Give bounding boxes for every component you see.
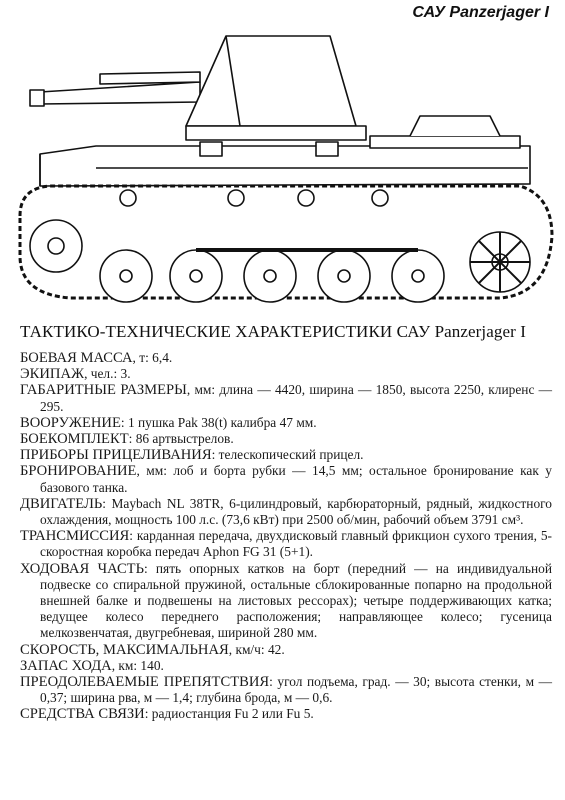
spec-value: : радиостанция Fu 2 или Fu 5.	[144, 706, 314, 722]
spec-label: СКОРОСТЬ, МАКСИМАЛЬНАЯ	[20, 641, 229, 658]
spec-value: , т: 6,4.	[132, 350, 173, 365]
spec-label: БОЕВАЯ МАССА	[20, 350, 133, 366]
spec-item-crew	[20, 366, 552, 382]
spec-value: : телескопический прицел.	[211, 447, 364, 463]
spec-label: ТРАНСМИССИЯ	[20, 528, 130, 545]
spec-item-obstacles	[20, 674, 552, 706]
spec-value: : карданная передача, двухдисковый главный фрикцион сухого трения, 5-скоростная коробка передач Aphon FG 31 (5+1).	[40, 528, 552, 560]
spec-value: : Maybach NL 38TR, 6-цилиндровый, карбюраторный, рядный, жидкостного охлаждения, мощность 100 л.с. (73,6 кВт) при 2500 об/мин, рабочий объем 3791 см³.	[40, 495, 552, 528]
spec-value: , чел.: 3.	[84, 366, 131, 382]
spec-section-title: ТАКТИКО-ТЕХНИЧЕСКИЕ ХАРАКТЕРИСТИКИ САУ Panzerjager I	[20, 322, 527, 341]
spec-item-armor	[20, 463, 552, 495]
spec-item-dimensions	[20, 382, 552, 414]
spec-label: ВООРУЖЕНИЕ	[20, 414, 121, 431]
spec-label: ХОДОВАЯ ЧАСТЬ	[20, 560, 144, 577]
spec-label: ПРЕОДОЛЕВАЕМЫЕ ПРЕПЯТСТВИЯ	[20, 674, 270, 691]
spec-label: ЗАПАС ХОДА	[20, 657, 112, 674]
spec-label: СРЕДСТВА СВЯЗИ	[20, 706, 145, 723]
spec-value: , км: 140.	[111, 657, 164, 673]
page-header-title: САУ Panzerjager I	[412, 4, 549, 21]
spec-item-communications	[20, 706, 552, 722]
spec-item-combat-weight	[20, 350, 552, 366]
spec-label: БОЕКОМПЛЕКТ	[20, 431, 129, 448]
spec-item-engine	[20, 496, 552, 528]
spec-item-armament	[20, 415, 552, 431]
spec-value: : 86 артвыстрелов.	[128, 431, 234, 447]
spec-label: ЭКИПАЖ	[20, 366, 85, 383]
spec-value: , мм: длина — 4420, ширина — 1850, высота 2250, клиренс — 295.	[40, 382, 553, 414]
spec-label: ПРИБОРЫ ПРИЦЕЛИВАНИЯ	[20, 447, 212, 464]
spec-item-max-speed	[20, 642, 552, 658]
spec-item-ammunition	[20, 431, 552, 447]
spec-item-range	[20, 658, 552, 674]
spec-value: : пять опорных катков на борт (передний — на индивидуальной подвеске со спиральной пружиной, остальные сблокированные попарно на продольной внешней балке и подвешены на листовых рессорах); четыре поддерживающих катка; ведущее колесо переднего расположения; направляющее колесо; гусеница мелкозвенчатая, двугребневая, шириной 280 мм.	[40, 560, 552, 641]
spec-label: ДВИГАТЕЛЬ	[20, 495, 103, 512]
spec-label: БРОНИРОВАНИЕ	[20, 463, 137, 480]
spec-item-sights	[20, 447, 552, 463]
spec-list	[20, 350, 552, 723]
spec-value: : угол подъема, град. — 30; высота стенки, м — 0,37; ширина рва, м — 1,4; глубина брода, м — 0,6.	[40, 674, 552, 706]
spec-value: : 1 пушка Pak 38(t) калибра 47 мм.	[120, 414, 317, 430]
tank-side-view-illustration	[0, 26, 565, 318]
spec-item-running-gear	[20, 561, 552, 642]
spec-value: , мм: лоб и борта рубки — 14,5 мм; остальное бронирование как у базового танка.	[40, 463, 552, 495]
spec-item-transmission	[20, 528, 552, 560]
spec-value: , км/ч: 42.	[228, 641, 285, 657]
spec-label: ГАБАРИТНЫЕ РАЗМЕРЫ	[20, 382, 187, 399]
